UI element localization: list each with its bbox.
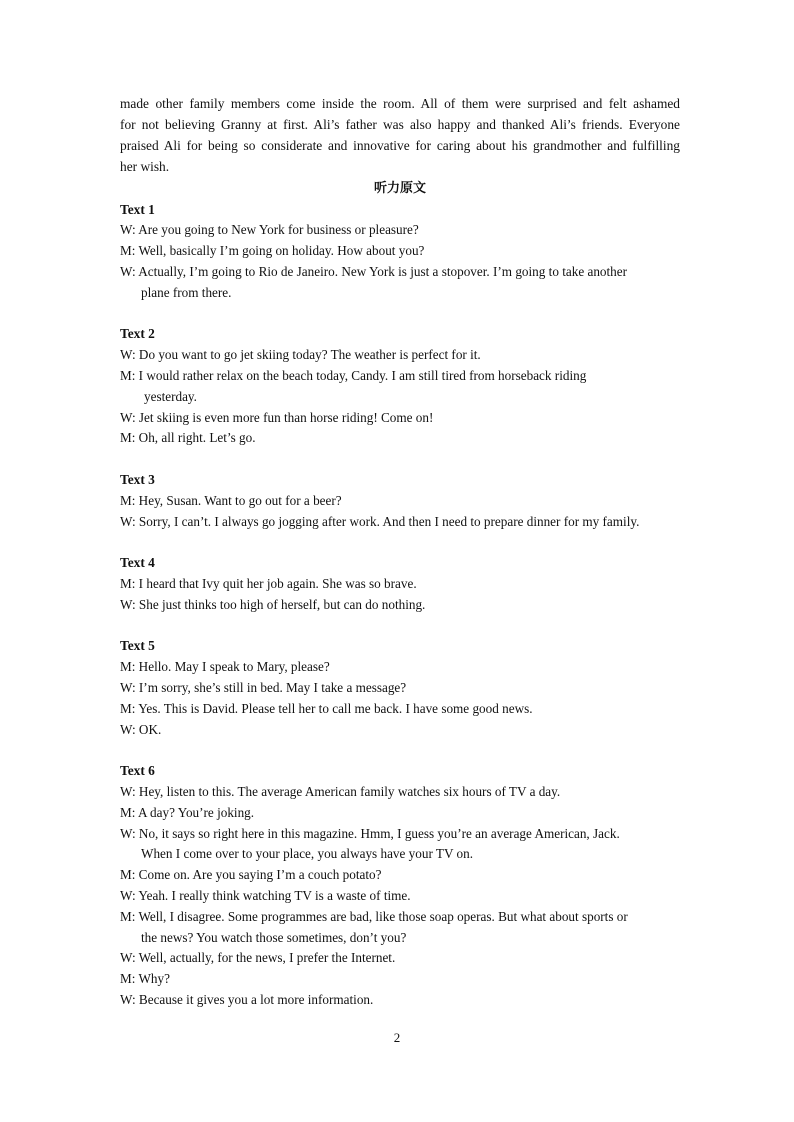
intro-line: made other family members come inside the room. All of them were surprised and felt ashamed [120,96,680,111]
dialogue-line: W: OK. [120,721,162,737]
section-heading: 听力原文 [373,180,426,196]
dialogue-line: W: Actually, I’m going to Rio de Janeiro. New York is just a stopover. I’m going to take another [120,264,628,280]
text-3-section [120,470,680,532]
text-5-section [120,636,680,740]
dialogue-line: W: Sorry, I can’t. I always go jogging after work. And then I need to prepare dinner for my family. [120,513,640,529]
dialogue-line: M: I would rather relax on the beach today, Candy. I am still tired from horseback riding [120,368,587,383]
section-title: Text 4 [120,555,155,571]
section-gap [120,740,680,761]
section-title: Text 6 [120,763,155,779]
section-gap [120,449,680,470]
dialogue-line: W: Yeah. I really think watching TV is a waste of time. [120,887,411,903]
dialogue-line: M: Well, I disagree. Some programmes are bad, like those soap operas. But what about sports or [120,908,628,924]
intro-paragraph [120,94,680,178]
intro-line: for not believing Granny at first. Ali’s father was also happy and thanked Ali’s friends. Everyone [120,116,680,132]
dialogue-line: W: I’m sorry, she’s still in bed. May I take a message? [120,679,407,695]
dialogue-line-continuation: plane from there. [141,284,232,300]
dialogue-line: W: No, it says so right here in this magazine. Hmm, I guess you’re an average American, Jack. [120,825,620,841]
section-title: Text 5 [120,638,155,654]
page-number: 2 [393,1030,401,1045]
dialogue-line-continuation: the news? You watch those sometimes, don’t you? [141,929,407,945]
dialogue-line: M: Why? [120,971,170,987]
section-gap [120,532,680,553]
dialogue-line: W: Are you going to New York for business or pleasure? [120,222,419,238]
dialogue-line: W: Hey, listen to this. The average American family watches six hours of TV a day. [120,783,561,799]
dialogue-line: M: Come on. Are you saying I’m a couch potato? [120,867,382,883]
section-title: Text 2 [120,326,155,342]
dialogue-line: M: I heard that Ivy quit her job again. She was so brave. [120,575,417,591]
section-title: Text 1 [120,201,155,217]
dialogue-line: M: Oh, all right. Let’s go. [120,430,256,446]
text-2-section [120,324,680,449]
text-6-section [120,761,680,1011]
dialogue-line-continuation: When I come over to your place, you always have your TV on. [141,846,474,862]
dialogue-line: W: Jet skiing is even more fun than horse riding! Come on! [120,409,434,425]
dialogue-line: M: Hello. May I speak to Mary, please? [120,659,330,675]
dialogue-line: M: Yes. This is David. Please tell her to call me back. I have some good news. [120,700,533,716]
dialogue-line: W: Do you want to go jet skiing today? The weather is perfect for it. [120,347,481,363]
dialogue-line: W: Because it gives you a lot more information. [120,991,374,1007]
text-1-section [120,200,680,304]
dialogue-line: W: She just thinks too high of herself, but can do nothing. [120,596,426,612]
section-gap [120,304,680,325]
dialogue-line: M: Hey, Susan. Want to go out for a beer? [120,492,342,508]
dialogue-line: W: Well, actually, for the news, I prefer the Internet. [120,950,396,966]
section-title: Text 3 [120,471,155,487]
dialogue-line: M: A day? You’re joking. [120,804,255,820]
intro-line: her wish. [120,158,170,174]
dialogue-line-continuation: yesterday. [144,388,197,404]
document-page [120,94,680,1011]
intro-line: praised Ali for being so considerate and innovative for caring about his grandmother and fulfilling [120,137,680,153]
text-4-section [120,553,680,615]
dialogue-line: M: Well, basically I’m going on holiday. How about you? [120,243,425,259]
section-gap [120,616,680,637]
